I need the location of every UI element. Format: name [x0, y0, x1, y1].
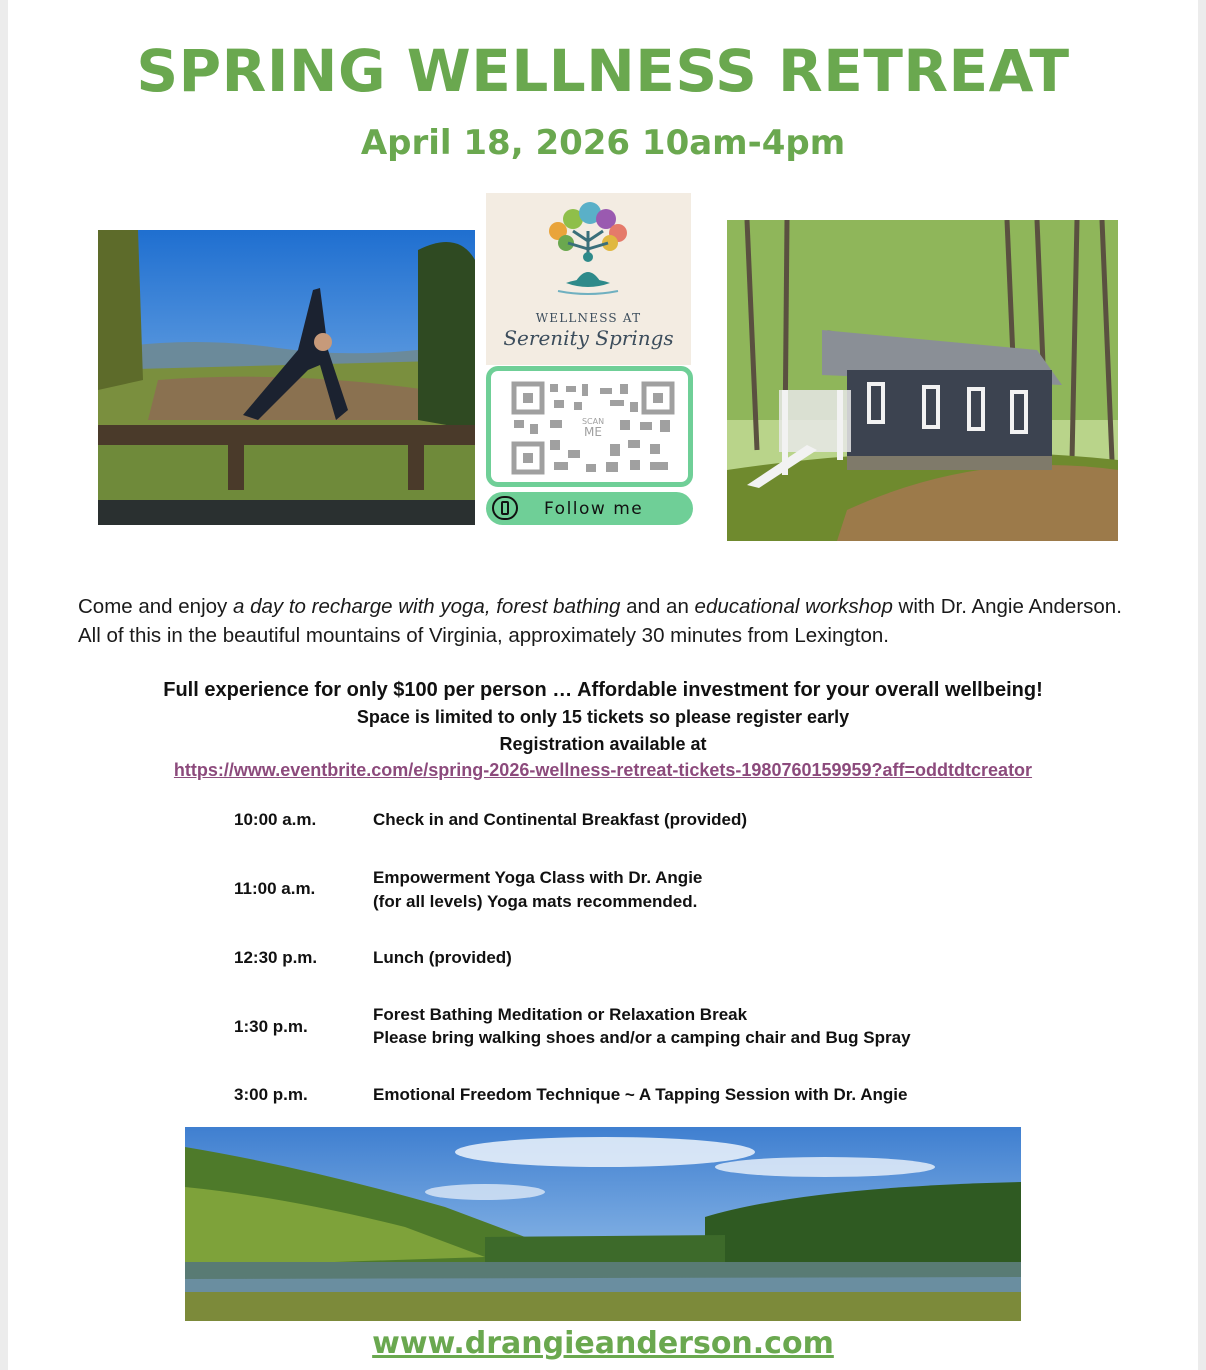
logo-top-text: WELLNESS AT [535, 311, 642, 325]
schedule-item: Emotional Freedom Technique ~ A Tapping Session with Dr. Angie [373, 1085, 908, 1104]
cabin-photo [727, 220, 1118, 541]
logo-script-text: Serenity Springs [503, 326, 674, 350]
price-offer: Full experience for only $100 per person … Affordable investment for your overall wellbeing! [163, 679, 1043, 701]
follow-me-label: Follow me [544, 499, 644, 519]
schedule-time: 12:30 p.m. [234, 948, 318, 967]
space-limited-note: Space is limited to only 15 tickets so please register early [356, 707, 850, 727]
qr-code-icon [510, 380, 676, 476]
schedule-time: 10:00 a.m. [234, 810, 317, 829]
schedule-item: Check in and Continental Breakfast (provided) [373, 810, 748, 829]
intro-emphasis-activities: a day to recharge with yoga, forest bathing [232, 595, 621, 618]
qr-scan-text: SCAN [581, 417, 605, 426]
intro-text: and an [620, 595, 695, 618]
wellness-logo [486, 193, 691, 365]
website-link[interactable]: www.drangieanderson.com [372, 1326, 834, 1361]
schedule-time: 3:00 p.m. [234, 1085, 308, 1104]
event-date: April 18, 2026 10am-4pm [360, 123, 846, 163]
schedule-item: Empowerment Yoga Class with Dr. Angie [373, 868, 703, 887]
schedule-item: Forest Bathing Meditation or Relaxation Break [373, 1005, 748, 1024]
lake-panorama-photo [185, 1127, 1021, 1321]
schedule-item-note: Please bring walking shoes and/or a camping chair and Bug Spray [373, 1028, 911, 1047]
intro-text: with Dr. Angie Anderson. All of this in the beautiful mountains of Virginia, approximately 30 minutes from Lexington. [78, 595, 1122, 647]
intro-text: Come and enjoy [78, 595, 233, 618]
registration-link[interactable]: https://www.eventbrite.com/e/spring-2026-wellness-retreat-tickets-1980760159959?aff=oddtdtcreator [173, 760, 1033, 780]
schedule-item-note: (for all levels) Yoga mats recommended. [373, 892, 698, 911]
schedule-time: 1:30 p.m. [234, 1017, 308, 1036]
intro-paragraph [78, 592, 1128, 650]
yoga-photo [98, 230, 475, 525]
page-title: SPRING WELLNESS RETREAT [136, 37, 1070, 105]
qr-code[interactable] [486, 366, 693, 487]
schedule-item: Lunch (provided) [373, 948, 512, 967]
follow-me-button[interactable] [486, 492, 693, 525]
qr-me-text: ME [584, 425, 602, 439]
registration-label: Registration available at [499, 734, 707, 754]
intro-emphasis-workshop: educational workshop [694, 595, 893, 618]
phone-icon [492, 496, 518, 520]
tree-meditation-icon [538, 201, 638, 301]
schedule-time: 11:00 a.m. [234, 879, 316, 898]
